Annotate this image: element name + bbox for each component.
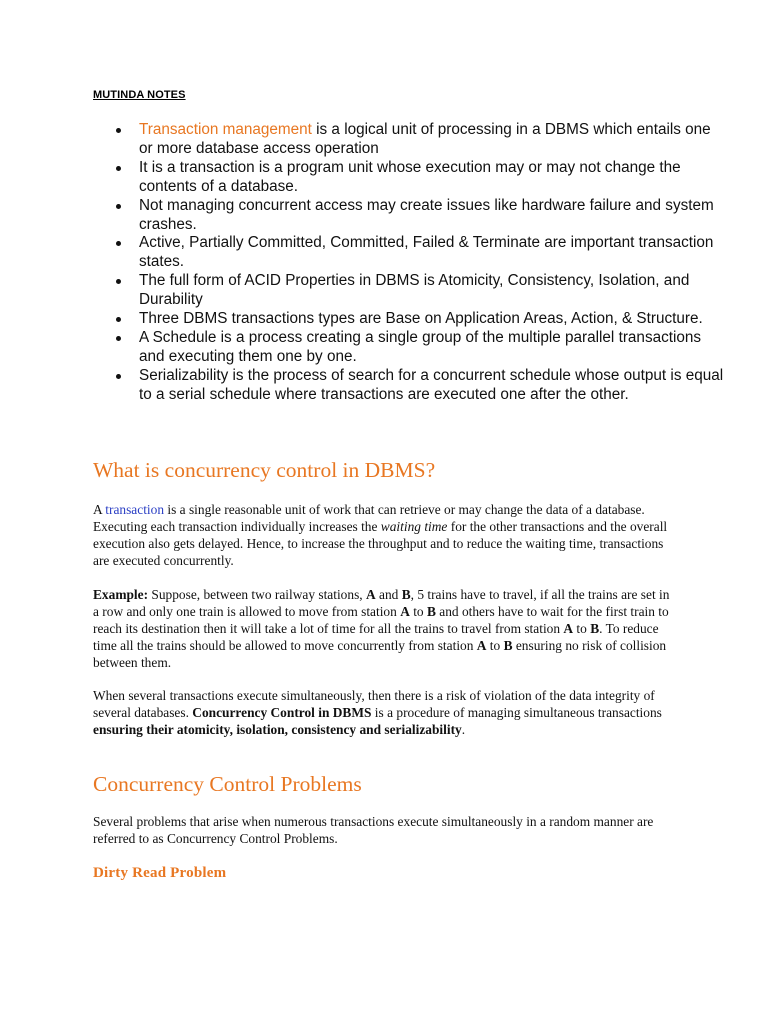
station-a: A <box>365 587 376 602</box>
bold-term: Concurrency Control in DBMS <box>192 704 372 720</box>
paragraph-transaction-definition <box>93 502 678 570</box>
bullet-text: It is a transaction is a program unit whose execution may or may not change the contents of a database. <box>139 158 681 195</box>
bullet-item <box>139 197 724 235</box>
text-run: A <box>93 502 106 517</box>
text-run: When several transactions execute simultaneously, then there is a risk of violation of the data integrity of several databases. <box>93 688 655 720</box>
text-run: . To reduce time all the trains should be allowed to move concurrently from station <box>93 620 659 653</box>
subheading-dirty-read: Dirty Read Problem <box>93 865 227 881</box>
station-b: B <box>590 620 600 636</box>
bullet-dot-icon <box>116 204 121 209</box>
bullet-dot-icon <box>116 241 121 246</box>
transaction-link[interactable]: transaction <box>105 502 165 517</box>
bullet-item <box>139 329 724 367</box>
bullet-item <box>139 272 724 310</box>
bullet-text: The full form of ACID Properties in DBMS is Atomicity, Consistency, Isolation, and Durability <box>139 272 690 309</box>
text-run: , 5 trains have to travel, if all the trains are set in a row and only one train is allowed to move from station <box>93 587 670 619</box>
text-run: and others have to wait for the first train to reach its destination then it will take a lot of time for all the trains to travel from station <box>93 603 669 636</box>
bullet-text: A Schedule is a process creating a single group of the multiple parallel transactions and executing them one by one. <box>139 328 702 365</box>
summary-bullet-list <box>93 121 724 405</box>
text-run: ensuring no risk of collision between them. <box>93 637 667 670</box>
paragraph-example <box>93 587 678 672</box>
text-run: Suppose, between two railway stations, <box>148 587 366 602</box>
station-a: A <box>563 620 574 636</box>
italic-term: waiting time <box>380 518 448 534</box>
station-b: B <box>503 637 513 653</box>
bullet-dot-icon <box>116 336 121 341</box>
text-run: to <box>409 603 427 619</box>
text-run: to <box>573 620 591 636</box>
section-heading-concurrency-control: What is concurrency control in DBMS? <box>93 458 436 482</box>
bullet-dot-icon <box>116 128 121 133</box>
bullet-text: is a logical unit of processing in a DBMS which entails one or more database access operation <box>139 121 711 157</box>
bullet-text: Serializability is the process of search for a concurrent schedule whose output is equal to a serial schedule where transactions are executed one after the other. <box>139 366 724 403</box>
bullet-lead-term: Transaction management <box>139 121 312 138</box>
text-run: to <box>486 637 504 653</box>
bold-term: ensuring their atomicity, isolation, consistency and serializability <box>93 721 462 737</box>
text-run: and <box>375 587 402 602</box>
station-a: A <box>476 637 487 653</box>
bullet-text: Three DBMS transactions types are Base on Application Areas, Action, & Structure. <box>139 310 703 328</box>
bullet-item <box>139 121 724 159</box>
station-b: B <box>401 587 411 602</box>
bullet-text: Active, Partially Committed, Committed, Failed & Terminate are important transaction states. <box>139 234 714 271</box>
bullet-dot-icon <box>116 317 121 322</box>
text-run: for the other transactions and the overall execution also gets delayed. Hence, to increase the throughput and to reduce the waiting time, transactions are executed concurrently. <box>93 518 668 568</box>
example-label: Example: <box>93 587 149 602</box>
bullet-item <box>139 367 724 405</box>
bullet-item <box>139 159 724 197</box>
bullet-dot-icon <box>116 166 121 171</box>
bullet-dot-icon <box>116 279 121 284</box>
bullet-item <box>139 234 724 272</box>
station-b: B <box>426 603 436 619</box>
bullet-dot-icon <box>116 374 121 379</box>
bullet-text: Not managing concurrent access may create issues like hardware failure and system crashes. <box>139 196 714 233</box>
text-run: . <box>461 721 466 737</box>
text-run: is a procedure of managing simultaneous transactions <box>371 704 662 720</box>
text-run: is a single reasonable unit of work that can retrieve or may change the data of a database. Executing each transaction individually increases the <box>93 502 645 534</box>
notes-label: MUTINDA NOTES <box>93 89 186 101</box>
station-a: A <box>400 603 410 619</box>
paragraph-problems-intro: Several problems that arise when numerous transactions execute simultaneously in a random manner are referred to as Concurrency Control Problems. <box>93 814 654 846</box>
bullet-item <box>139 310 724 329</box>
section-heading-concurrency-problems: Concurrency Control Problems <box>93 772 362 796</box>
paragraph-data-integrity <box>93 688 678 739</box>
